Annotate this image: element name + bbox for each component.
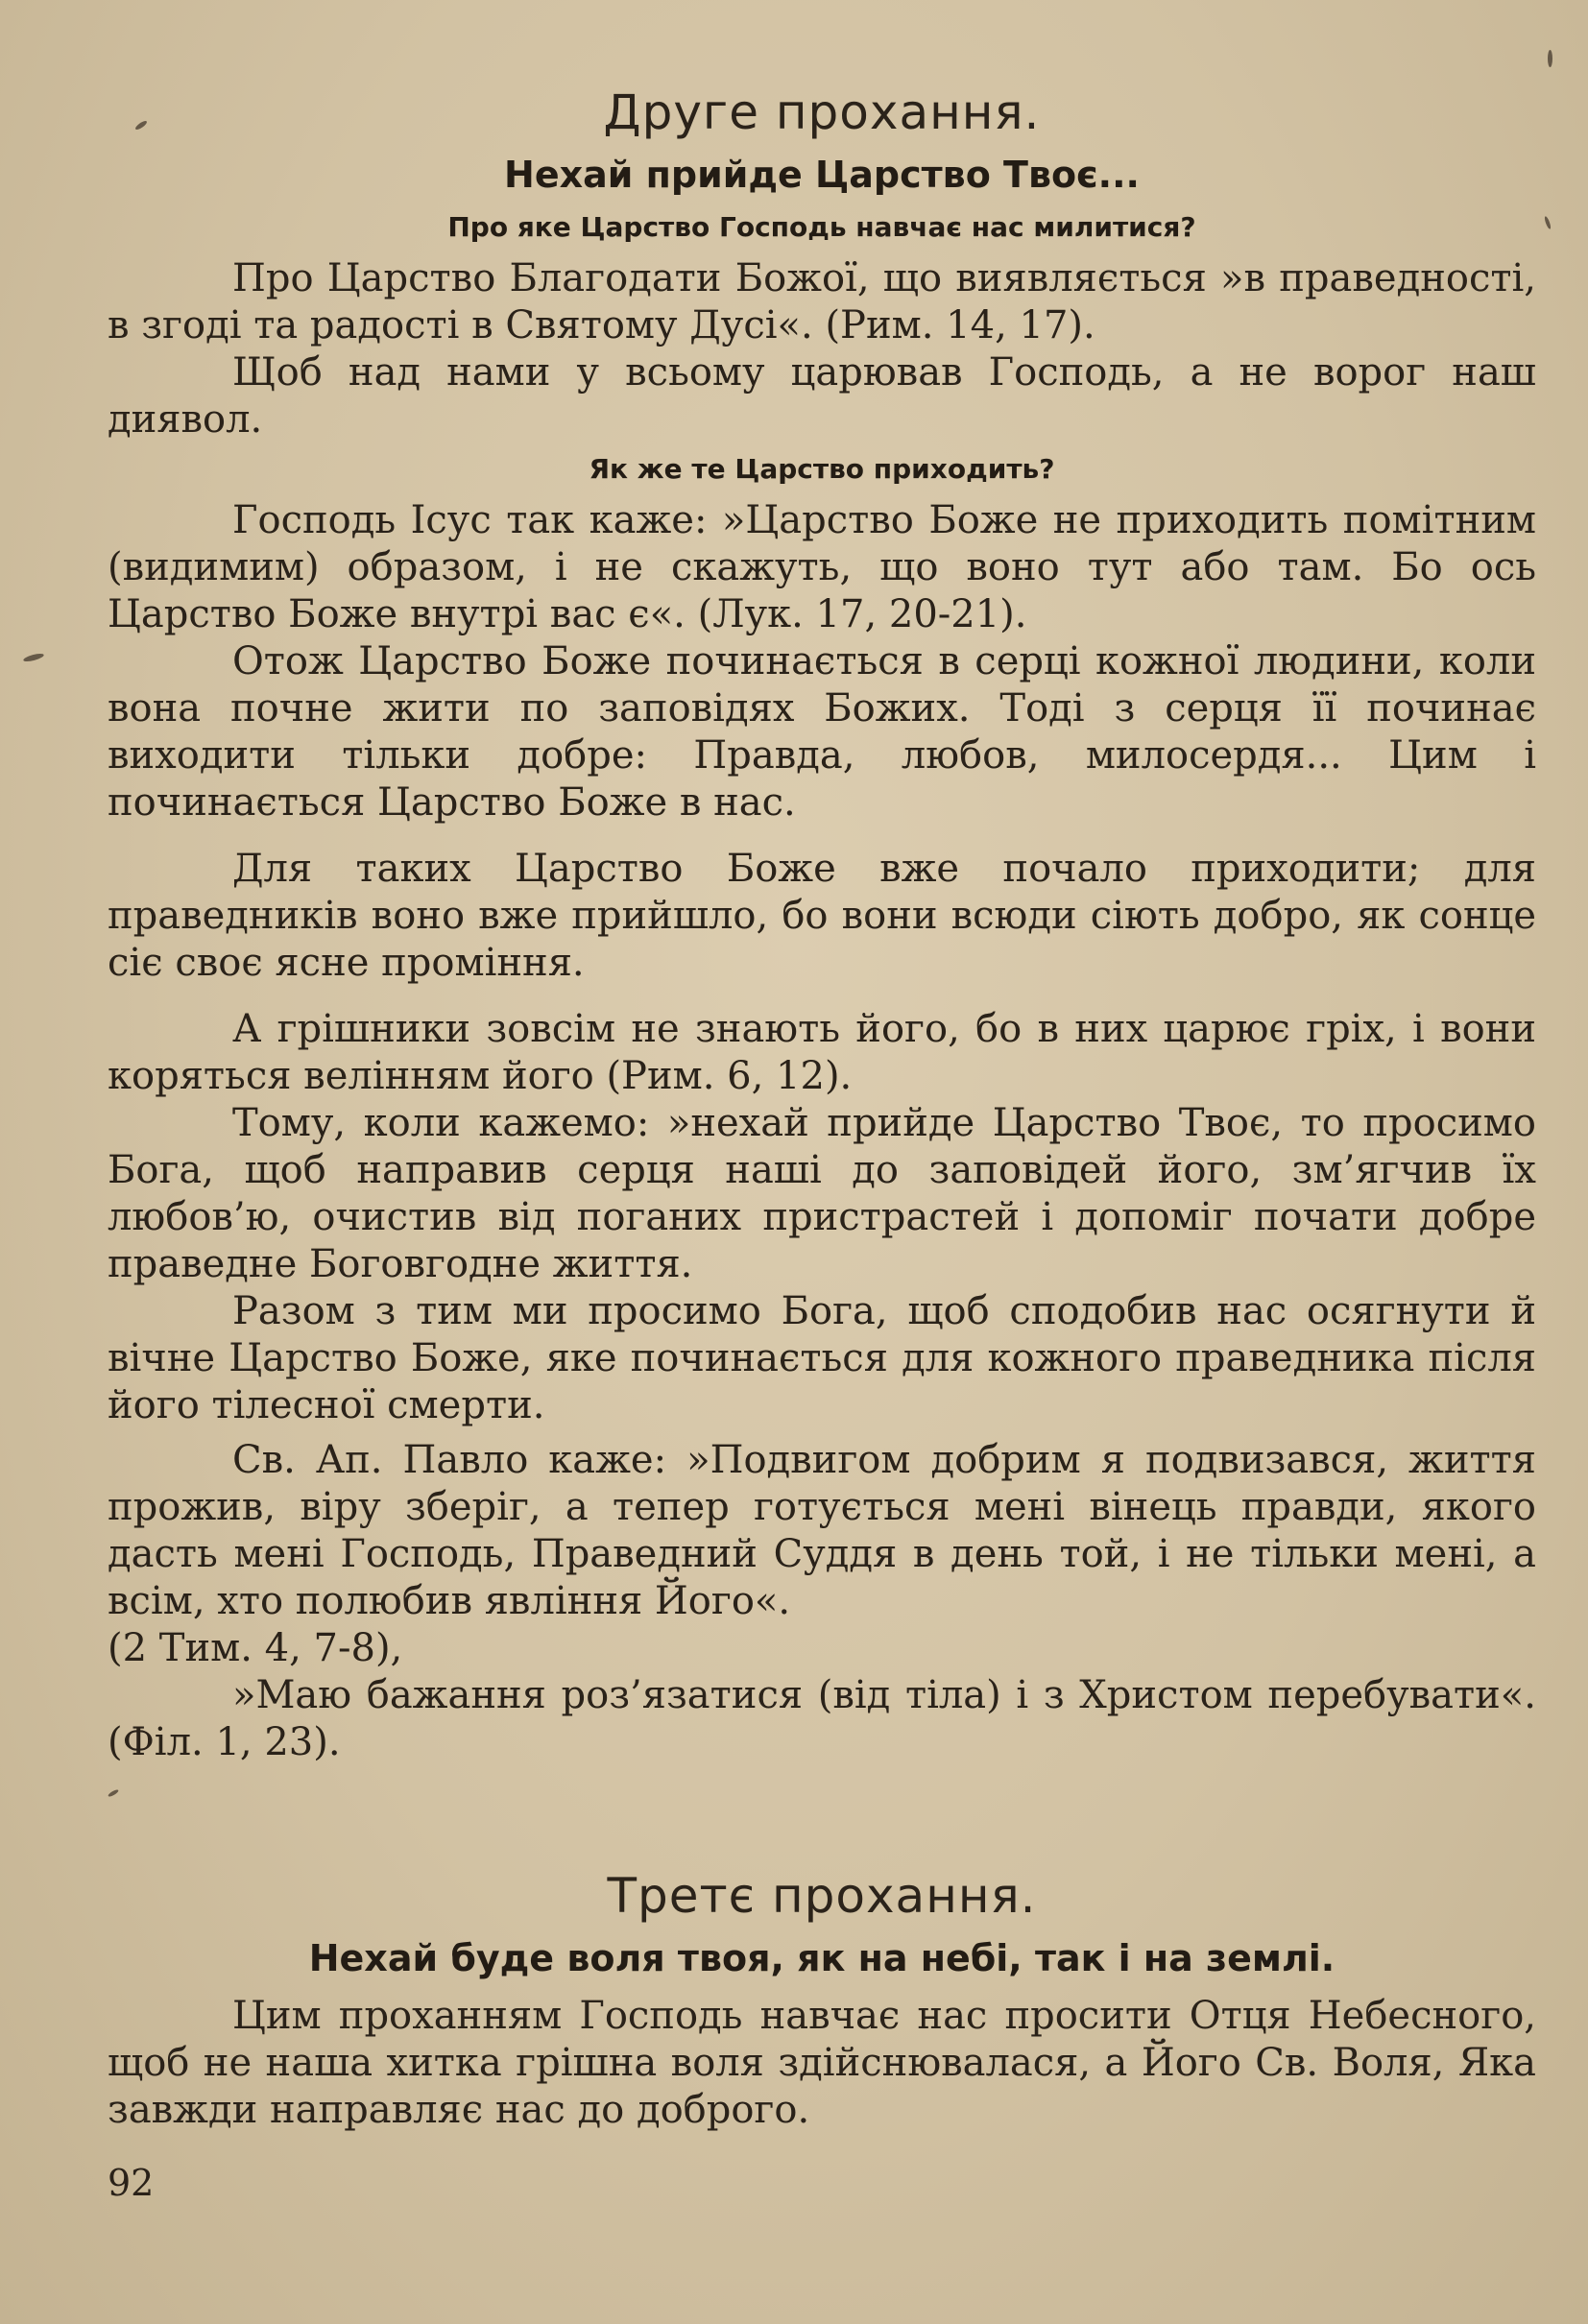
- citation: (2 Тим. 4, 7-8),: [108, 1626, 403, 1670]
- ink-speck: [23, 652, 45, 662]
- paragraph: Для таких Царство Боже вже почало приходити; для праведників воно вже прийшло, бо вони всюди сіють добро, як сонце сіє своє ясне проміння.: [108, 847, 1536, 985]
- ink-speck: [1548, 50, 1552, 67]
- paragraph: Господь Ісус так каже: »Царство Боже не приходить помітним (видимим) образом, і не скажуть, що воно тут або там. Бо ось Царство Боже внутрі вас є«. (Лук. 17, 20-21).: [108, 498, 1536, 636]
- page-number: 92: [108, 2162, 155, 2204]
- paragraph: Щоб над нами у всьому царював Господь, а не ворог наш диявол.: [108, 350, 1536, 442]
- paragraph: Про Царство Благодати Божої, що виявляється »в праведності, в згоді та радості в Святому Дусі«. (Рим. 14, 17).: [108, 256, 1536, 347]
- page-content: [108, 79, 1536, 2134]
- section-subtitle: Нехай прийде Царство Твоє...: [504, 154, 1140, 196]
- paragraph: Разом з тим ми просимо Бога, щоб сподобив нас осягнути й вічне Царство Боже, яке починається для кожного праведника після його тілесної смерти.: [108, 1289, 1536, 1427]
- section-question: Про яке Царство Господь навчає нас милитися?: [447, 211, 1196, 243]
- section-subtitle: Нехай буде воля твоя, як на небі, так і на землі.: [308, 1937, 1335, 1979]
- section-title: Друге прохання.: [603, 84, 1041, 140]
- paragraph: Отож Царство Боже починається в серці кожної людини, коли вона почне жити по заповідях Божих. Тоді з серця її починає виходити тільки добре: Правда, любов, милосердя... Цим і починається Царство Боже в нас.: [108, 639, 1536, 825]
- paragraph: Тому, коли кажемо: »нехай прийде Царство Твоє, то просимо Бога, щоб направив серця наші до заповідей його, зм’ягчив їх любов’ю, очистив від поганих пристрастей і допоміг почати добре праведне Боговгодне життя.: [108, 1101, 1536, 1286]
- paragraph: Св. Ап. Павло каже: »Подвигом добрим я подвизався, життя прожив, віру зберіг, а тепер готується мені вінець правди, якого дасть мені Господь, Праведний Суддя в день той, і не тільки мені, а всім, хто полюбив явління Його«.: [108, 1438, 1536, 1623]
- paragraph: А грішники зовсім не знають його, бо в них царює гріх, і вони коряться велінням його (Рим. 6, 12).: [108, 1007, 1536, 1098]
- paragraph: »Маю бажання роз’язатися (від тіла) і з Христом перебувати«. (Філ. 1, 23).: [108, 1673, 1536, 1764]
- ink-speck: [1544, 216, 1552, 230]
- paragraph: Цим проханням Господь навчає нас просити Отця Небесного, щоб не наша хитка грішна воля здійснювалася, а Його Св. Воля, Яка завжди направляє нас до доброго.: [108, 1994, 1536, 2132]
- section-title: Третє прохання.: [607, 1868, 1037, 1924]
- section-question: Як же те Царство приходить?: [589, 453, 1055, 485]
